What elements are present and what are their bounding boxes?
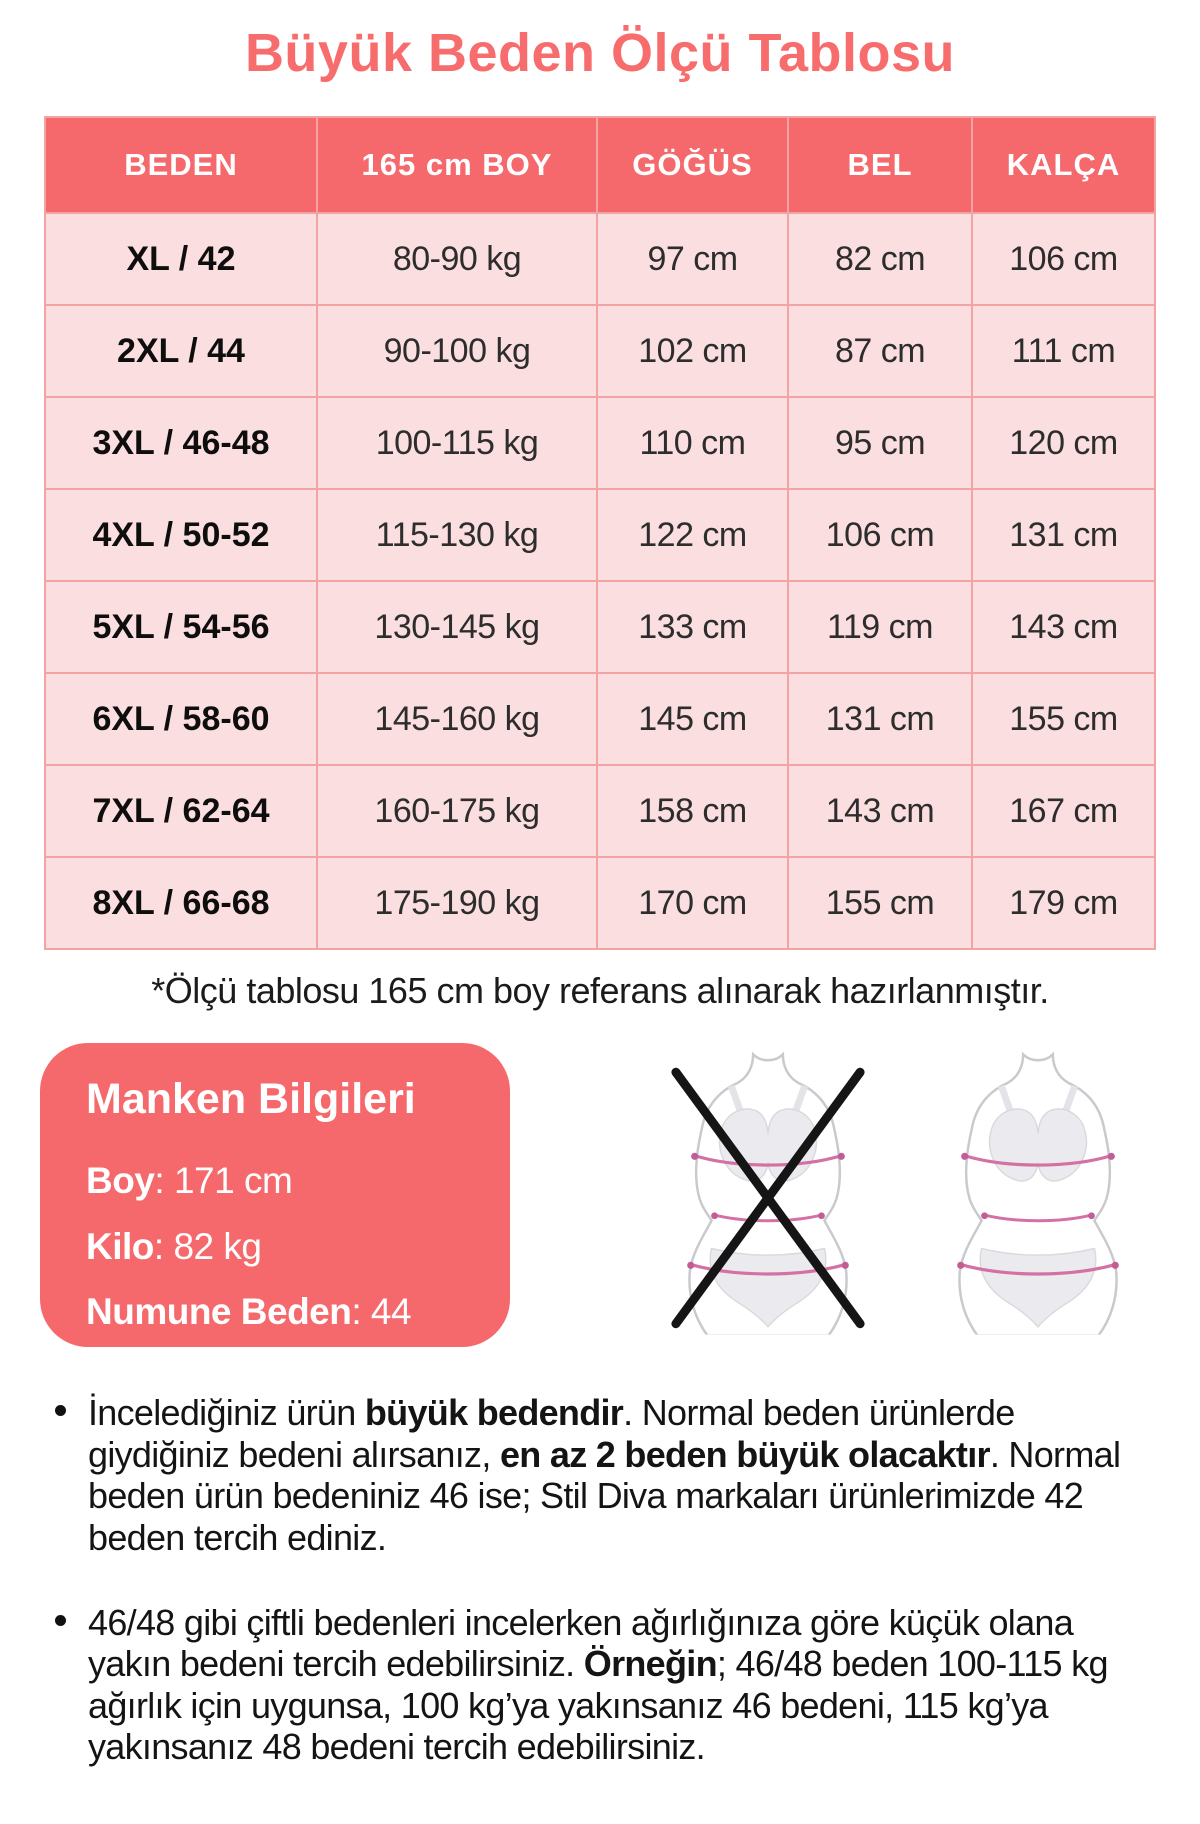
- measure-cell: 87 cm: [788, 305, 972, 397]
- size-cell: 3XL / 46-48: [45, 397, 317, 489]
- measure-cell: 179 cm: [972, 857, 1155, 949]
- size-cell: 2XL / 44: [45, 305, 317, 397]
- model-info-rows: [86, 1148, 482, 1343]
- measure-cell: 155 cm: [972, 673, 1155, 765]
- table-row: [45, 765, 1155, 857]
- measure-cell: 106 cm: [788, 489, 972, 581]
- size-cell: 5XL / 54-56: [45, 581, 317, 673]
- measure-cell: 100-115 kg: [317, 397, 597, 489]
- crossed-out-body-figure-icon: [664, 1049, 872, 1341]
- model-info-row: [86, 1214, 482, 1279]
- table-row: [45, 857, 1155, 949]
- model-info-value: : 82 kg: [153, 1225, 262, 1267]
- measure-cell: 80-90 kg: [317, 213, 597, 305]
- column-header-kalca: KALÇA: [972, 117, 1155, 213]
- table-row: [45, 673, 1155, 765]
- measure-cell: 95 cm: [788, 397, 972, 489]
- model-info-section: [40, 1042, 1166, 1348]
- measure-cell: 170 cm: [597, 857, 788, 949]
- measure-cell: 133 cm: [597, 581, 788, 673]
- info-bullet: [50, 1602, 1140, 1768]
- measure-cell: 110 cm: [597, 397, 788, 489]
- measure-cell: 120 cm: [972, 397, 1155, 489]
- measure-cell: 143 cm: [788, 765, 972, 857]
- table-row: [45, 213, 1155, 305]
- text-segment: . Normal beden ürün bedeniniz 46 ise; Stil Diva markaları ürünlerimizde 42 beden tercih ediniz.: [88, 1433, 1121, 1558]
- table-row: [45, 397, 1155, 489]
- column-header-bel: BEL: [788, 117, 972, 213]
- table-footnote: *Ölçü tablosu 165 cm boy referans alınarak hazırlanmıştır.: [151, 970, 1049, 1012]
- measure-cell: 122 cm: [597, 489, 788, 581]
- measure-cell: 90-100 kg: [317, 305, 597, 397]
- measure-cell: 143 cm: [972, 581, 1155, 673]
- text-segment: İncelediğiniz ürün: [88, 1392, 365, 1434]
- measure-cell: 145 cm: [597, 673, 788, 765]
- model-info-title: Manken Bilgileri: [86, 1075, 416, 1124]
- column-header-gogus: GÖĞÜS: [597, 117, 788, 213]
- measure-cell: 131 cm: [972, 489, 1155, 581]
- table-row: [45, 581, 1155, 673]
- measure-cell: 119 cm: [788, 581, 972, 673]
- size-cell: 8XL / 66-68: [45, 857, 317, 949]
- measure-cell: 158 cm: [597, 765, 788, 857]
- column-header-beden: BEDEN: [45, 117, 317, 213]
- measure-cell: 106 cm: [972, 213, 1155, 305]
- measure-cell: 131 cm: [788, 673, 972, 765]
- text-segment: Örneğin: [583, 1643, 717, 1685]
- measure-cell: 82 cm: [788, 213, 972, 305]
- text-segment: büyük bedendir: [364, 1392, 624, 1434]
- text-segment: ; 46/48 beden 100-115 kg ağırlık için uygunsa, 100 kg’ya yakınsanız 46 bedeni, 115 kg’ya yakınsanız 48 bedeni tercih edebilirsiniz.: [88, 1643, 1108, 1768]
- size-chart-page: [0, 24, 1200, 1824]
- table-row: [45, 305, 1155, 397]
- model-info-label: Kilo: [86, 1225, 154, 1267]
- measure-cell: 175-190 kg: [317, 857, 597, 949]
- model-info-label: Boy: [86, 1160, 155, 1202]
- page-title: Büyük Beden Ölçü Tablosu: [244, 23, 956, 83]
- measure-cell: 155 cm: [788, 857, 972, 949]
- model-info-label: Numune Beden: [86, 1290, 352, 1332]
- measure-cell: 167 cm: [972, 765, 1155, 857]
- text-segment: en az 2 beden büyük olacaktır: [499, 1433, 990, 1475]
- measure-cell: 97 cm: [597, 213, 788, 305]
- measure-cell: 160-175 kg: [317, 765, 597, 857]
- body-figure-icon: [934, 1049, 1142, 1341]
- info-bullet: [50, 1392, 1140, 1558]
- text-segment: . Normal beden ürünlerde giydiğiniz bedeni alırsanız,: [88, 1392, 1015, 1475]
- model-info-row: [86, 1148, 482, 1213]
- table-row: [45, 489, 1155, 581]
- info-bullets: [50, 1392, 1140, 1767]
- measure-cell: 102 cm: [597, 305, 788, 397]
- size-cell: 7XL / 62-64: [45, 765, 317, 857]
- figures-wrapper: [664, 1049, 1166, 1341]
- measure-cell: 111 cm: [972, 305, 1155, 397]
- table-header-row: [45, 117, 1155, 213]
- measure-cell: 130-145 kg: [317, 581, 597, 673]
- size-cell: XL / 42: [45, 213, 317, 305]
- measure-cell: 115-130 kg: [317, 489, 597, 581]
- size-table: [44, 116, 1156, 950]
- measure-cell: 145-160 kg: [317, 673, 597, 765]
- model-info-row: [86, 1279, 482, 1344]
- model-info-card: [40, 1043, 510, 1347]
- size-cell: 6XL / 58-60: [45, 673, 317, 765]
- column-header-boy: 165 cm BOY: [317, 117, 597, 213]
- text-segment: 46/48 gibi çiftli bedenleri incelerken ağırlığınıza göre küçük olana yakın bedeni tercih edebilirsiniz.: [88, 1601, 1074, 1685]
- model-info-value: : 171 cm: [154, 1160, 293, 1202]
- model-info-value: : 44: [351, 1290, 412, 1332]
- size-cell: 4XL / 50-52: [45, 489, 317, 581]
